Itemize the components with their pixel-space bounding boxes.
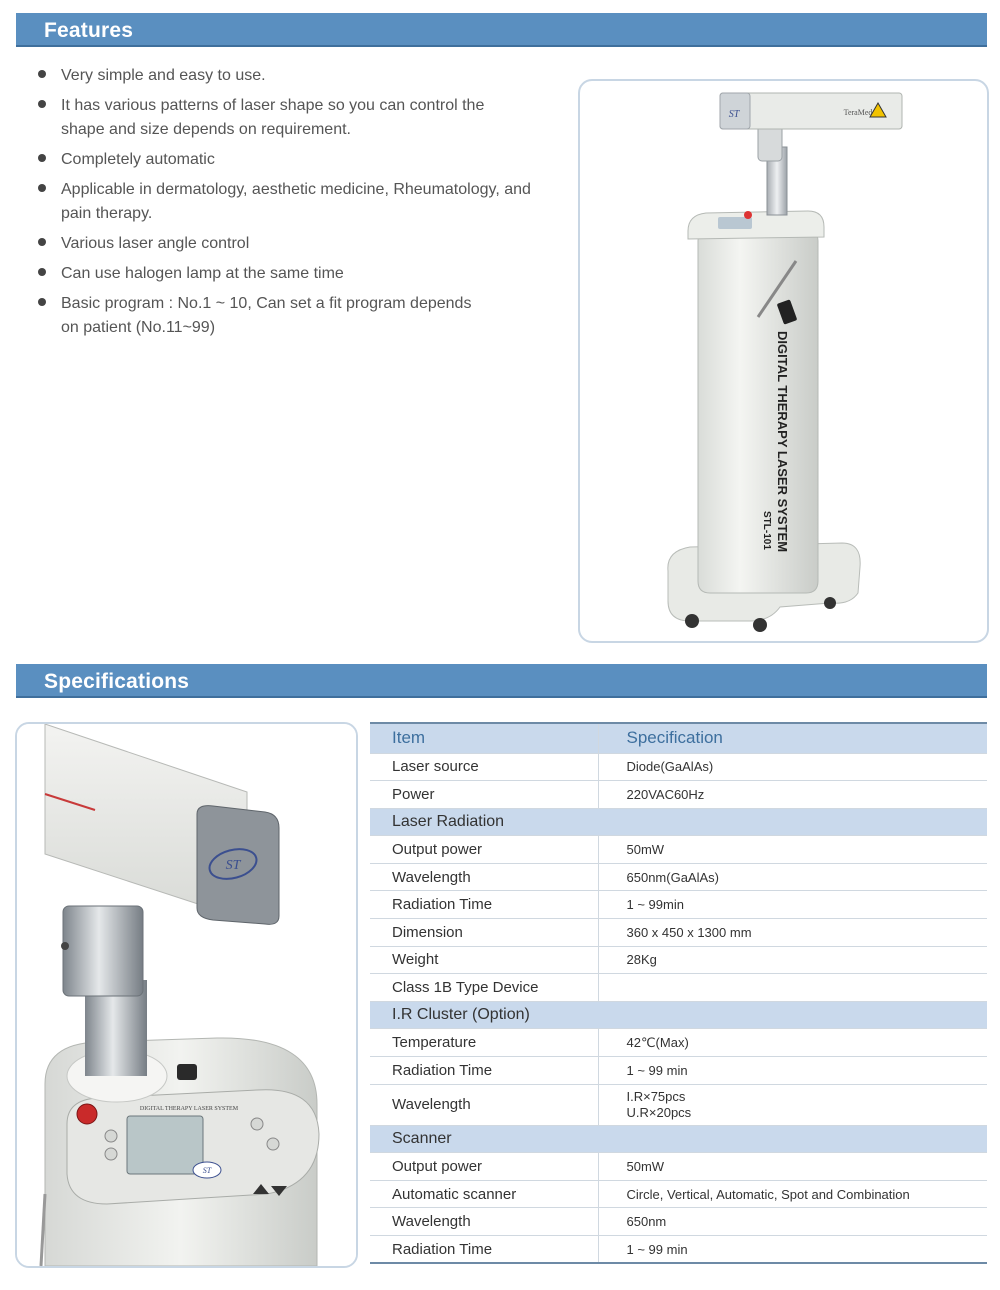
bullet-icon [38, 238, 46, 246]
device-photo [578, 79, 989, 643]
bullet-icon [38, 268, 46, 276]
table-row [370, 1208, 987, 1236]
features-list [36, 64, 556, 346]
row-item: Output power [370, 836, 598, 864]
key-switch-icon [177, 1064, 197, 1080]
bullet-icon [38, 70, 46, 78]
table-row [370, 863, 987, 891]
feature-item: Applicable in dermatology, aesthetic medicine, Rheumatology, and pain therapy. [36, 178, 536, 226]
specifications-header [16, 664, 987, 698]
row-specification: 650nm [598, 1208, 987, 1236]
device-model-label: STL-101 [761, 511, 772, 550]
row-item: Radiation Time [370, 1057, 598, 1085]
group-label: Laser Radiation [370, 808, 598, 836]
specifications-table-body [370, 723, 987, 1263]
feature-item: Can use halogen lamp at the same time [36, 262, 556, 286]
table-row [370, 836, 987, 864]
feature-item: Basic program : No.1 ~ 10, Can set a fit program depends on patient (No.11~99) [36, 292, 486, 340]
header-item: Item [370, 723, 598, 753]
table-row [370, 1084, 987, 1125]
bullet-icon [38, 298, 46, 306]
table-row [370, 1180, 987, 1208]
row-item: Temperature [370, 1029, 598, 1057]
row-item: Automatic scanner [370, 1180, 598, 1208]
row-item: Output power [370, 1153, 598, 1181]
specifications-table [370, 722, 987, 1264]
row-specification: 650nm(GaAlAs) [598, 863, 987, 891]
table-row [370, 891, 987, 919]
specifications-title: Specifications [44, 670, 190, 693]
bullet-icon [38, 100, 46, 108]
row-specification: 1 ~ 99min [598, 891, 987, 919]
row-specification: 1 ~ 99 min [598, 1236, 987, 1264]
table-row [370, 1057, 987, 1085]
head-logo: ST [225, 858, 241, 873]
row-specification: 50mW [598, 836, 987, 864]
group-label: Scanner [370, 1125, 598, 1153]
row-item: Radiation Time [370, 891, 598, 919]
row-specification: Circle, Vertical, Automatic, Spot and Combination [598, 1180, 987, 1208]
row-specification: 220VAC60Hz [598, 781, 987, 809]
table-group-row [370, 1001, 987, 1029]
feature-item: Various laser angle control [36, 232, 556, 256]
spec-line: I.R×75pcs [626, 1088, 686, 1104]
laser-device-illustration [580, 81, 987, 641]
row-specification: 50mW [598, 1153, 987, 1181]
device-vertical-label: DIGITAL THERAPY LASER SYSTEM [775, 331, 790, 553]
row-item: Wavelength [370, 863, 598, 891]
group-spacer [598, 1125, 987, 1153]
row-item: Dimension [370, 919, 598, 947]
features-title: Features [44, 19, 134, 42]
header-specification: Specification [598, 723, 987, 753]
head-brand: TeraMed [843, 108, 873, 117]
table-row [370, 919, 987, 947]
closeup-photo [15, 722, 358, 1268]
table-header-row [370, 723, 987, 753]
group-label: I.R Cluster (Option) [370, 1001, 598, 1029]
table-row [370, 753, 987, 781]
features-header [16, 13, 987, 47]
table-row [370, 1236, 987, 1264]
row-item: Wavelength [370, 1208, 598, 1236]
panel-logo: ST [202, 1166, 212, 1175]
row-item: Laser source [370, 753, 598, 781]
table-group-row [370, 808, 987, 836]
panel-label: DIGITAL THERAPY LASER SYSTEM [139, 1106, 239, 1112]
group-spacer [598, 808, 987, 836]
feature-item: It has various patterns of laser shape so you can control the shape and size depends on requirement. [36, 94, 506, 142]
table-row [370, 946, 987, 974]
row-item: Weight [370, 946, 598, 974]
spec-line: U.R×20pcs [626, 1104, 692, 1120]
row-specification: 42℃(Max) [598, 1029, 987, 1057]
table-group-row [370, 1125, 987, 1153]
laser-head-closeup-illustration [17, 724, 356, 1266]
row-item: Wavelength [370, 1084, 598, 1125]
bullet-icon [38, 184, 46, 192]
row-specification: 360 x 450 x 1300 mm [598, 919, 987, 947]
table-row [370, 781, 987, 809]
row-item: Power [370, 781, 598, 809]
bullet-icon [38, 154, 46, 162]
row-specification [598, 974, 987, 1002]
table-row [370, 1153, 987, 1181]
row-item: Radiation Time [370, 1236, 598, 1264]
row-item: Class 1B Type Device [370, 974, 598, 1002]
table-row [370, 974, 987, 1002]
row-specification [598, 1084, 987, 1125]
feature-item: Completely automatic [36, 148, 556, 172]
row-specification: 28Kg [598, 946, 987, 974]
group-spacer [598, 1001, 987, 1029]
feature-item: Very simple and easy to use. [36, 64, 556, 88]
table-row [370, 1029, 987, 1057]
head-logo: ST [728, 109, 740, 120]
emergency-stop-icon [77, 1104, 97, 1124]
row-specification: Diode(GaAlAs) [598, 753, 987, 781]
row-specification: 1 ~ 99 min [598, 1057, 987, 1085]
